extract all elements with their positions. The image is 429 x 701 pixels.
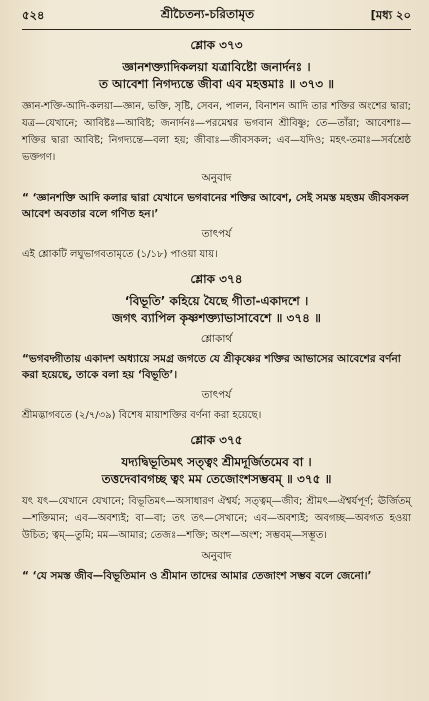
translation: “ভগবদ্গীতায় একাদশ অধ্যায়ে সমগ্র জগতে যে শ্রীকৃষ্ণের শক্তির আভাসের আবেশের বর্ণনা করা হয়েছে, তাকে বলা হয় ‘বিভূতি’। [22,353,401,381]
header-rule [22,29,411,30]
page-header [22,8,411,26]
translation-label: অনুবাদ [201,550,232,562]
translation: “ ‘জ্ঞানশক্তি আদি কলার দ্বারা যেখানে ভগবানের শক্তির আবেশ, সেই সমস্ত মহত্তম জীবসকল আবেশ অবতার বলে গণিত হন।’ [22,192,409,220]
purport: শ্রীমদ্ভাগবতে (২/৭/৩৯) বিশেষ মায়াশক্তির বর্ণনা করা হয়েছে। [22,410,262,421]
bengali-verse [22,293,411,327]
verse-line: জ্ঞানশক্ত্যাদিকলয়া যত্রাবিষ্টো জনার্দনঃ । [122,60,311,74]
sloka-374 [22,271,411,425]
word-for-word: জ্ঞান-শক্তি-আদি-কলয়া—জ্ঞান, ভক্তি, সৃষ্টি, সেবন, পালন, বিনাশন আদি তার শক্তির অংশের দ্বারা; যত্র—যেখানে; আবিষ্টঃ—আবিষ্ট; জনার্দনঃ—পরমেশ্বর ভগবান শ্রীবিষ্ণু; তে—তাঁরা; আবেশাঃ—শক্তির দ্বারা আবিষ্ট; নিগদ্যন্তে—বলা হয়; জীবাঃ—জীবসকল; এব—যদিও; মহৎ-তমাঃ—সর্বশ্রেষ্ঠ ভক্তগণ। [22,101,411,163]
verse-line: জগৎ ব্যাপিল কৃষ্ণশক্ত্যাভাসাবেশে ॥ ৩৭৪ ॥ [112,311,321,325]
page-number: ৫২৪ [22,8,45,22]
verse-line: তত্তদেবাবগচ্ছ ত্বং মম তেজোংশসম্ভবম্ ॥ ৩৭৫ ॥ [101,472,332,486]
sloka-heading: শ্লোক ৩৭৩ [190,38,243,52]
verse-line: ‘বিভূতি’ কহিয়ে যৈছে গীতা-একাদশে । [124,294,309,308]
sanskrit-verse [22,59,411,93]
sloka-373 [22,37,411,264]
sloka-heading: শ্লোক ৩৭৪ [190,272,243,286]
sloka-375 [22,432,411,584]
translation-label: শ্লোকার্থ [200,333,233,345]
translation: “ ‘যে সমস্ত জীব—বিভূতিমান ও শ্রীমান তাদের আমার তেজাংশ সম্ভব বলে জেনো।’ [22,570,372,582]
purport-label: তাৎপর্য [201,228,232,240]
sloka-heading: শ্লোক ৩৭৫ [190,433,243,447]
verse-line: যদ্যদ্বিভূতিমৎ সত্ত্বং শ্রীমদূর্জিতমেব বা । [121,455,312,469]
translation-label: অনুবাদ [201,172,232,184]
purport: এই শ্লোকটি লঘুভাগবতামৃতে (১/১৮) পাওয়া যায়। [22,249,218,260]
word-for-word: যৎ যৎ—যেখানে যেখানে; বিভূতিমৎ—অসাধারণ ঐশ্বর্য; সত্ত্বম্—জীব; শ্রীমৎ—ঐশ্বর্যপূর্ণ; ঊর্জিতম্—শক্তিমান; এব—অবশ্যই; বা—বা; তৎ তৎ—সেখানে; এব—অবশ্যই; অবগচ্ছ—অবগত হওয়া উচিত; ত্বম্—তুমি; মম—আমার; তেজঃ—শক্তি; অংশ—অংশ; সম্ভবম্—সম্ভূত। [22,496,411,541]
purport-label: তাৎপর্য [201,389,232,401]
chapter-marker: [মধ্য ২০ [370,8,411,22]
running-title: শ্রীচৈতন্য-চরিতামৃত [160,7,255,21]
sanskrit-verse [22,454,411,488]
verse-line: ত আবেশা নিগদ্যন্তে জীবা এব মহত্তমাঃ ॥ ৩৭৩ ॥ [98,77,335,91]
